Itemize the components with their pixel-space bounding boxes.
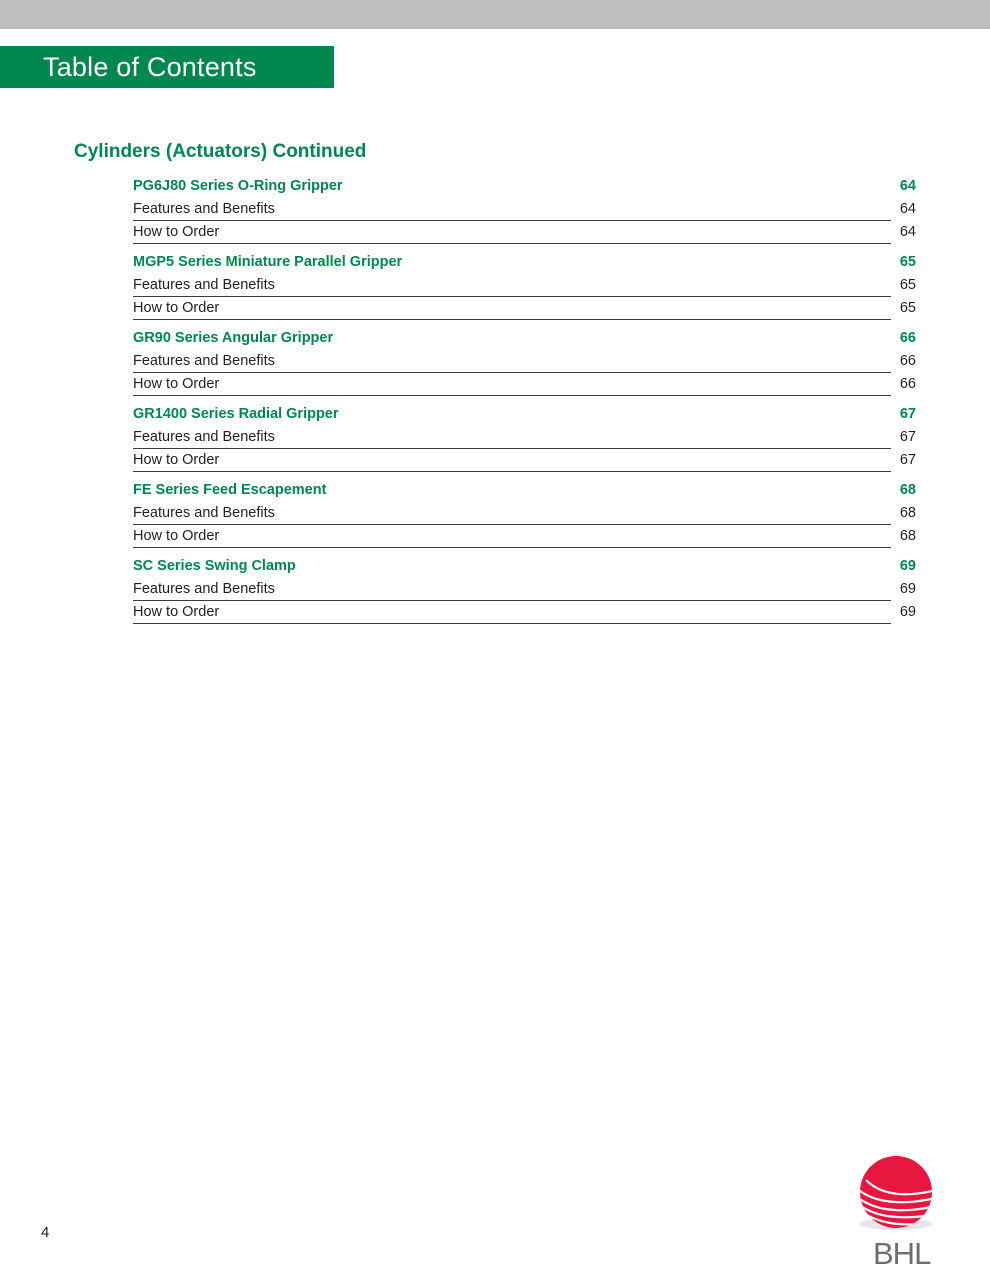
toc-subitem-row[interactable] <box>133 525 916 548</box>
toc-subitem-label[interactable]: Features and Benefits <box>133 353 275 369</box>
toc-subitem-page[interactable]: 69 <box>899 581 916 597</box>
toc-entry-page[interactable]: 67 <box>899 406 916 422</box>
toc-entry-title[interactable]: GR1400 Series Radial Gripper <box>133 406 339 422</box>
toc-subitem-label[interactable]: Features and Benefits <box>133 505 275 521</box>
toc-subitem-label[interactable]: How to Order <box>133 452 220 468</box>
toc-entry-title[interactable]: SC Series Swing Clamp <box>133 558 296 574</box>
toc-subitem-page[interactable]: 65 <box>899 277 916 293</box>
toc-entry-page[interactable]: 64 <box>899 178 916 194</box>
toc-subitem-page[interactable]: 67 <box>899 429 916 445</box>
toc-subitem-label[interactable]: Features and Benefits <box>133 201 275 217</box>
top-bar <box>0 0 990 29</box>
toc-entry-title[interactable]: FE Series Feed Escapement <box>133 482 327 498</box>
toc-entry-page[interactable]: 66 <box>899 330 916 346</box>
toc-subitem-row[interactable] <box>133 350 916 373</box>
toc-entry <box>133 175 916 244</box>
toc-entry-title-row[interactable] <box>133 327 916 350</box>
toc-subitem-label[interactable]: How to Order <box>133 300 220 316</box>
toc-entry-title[interactable]: PG6J80 Series O-Ring Gripper <box>133 178 343 194</box>
toc-subitem-page[interactable]: 68 <box>899 528 916 544</box>
toc-subitem-page[interactable]: 65 <box>899 300 916 316</box>
toc-entry-title-row[interactable] <box>133 251 916 274</box>
toc-entry-page[interactable]: 68 <box>899 482 916 498</box>
toc-subitem-page[interactable]: 66 <box>899 376 916 392</box>
toc-subitem-page[interactable]: 69 <box>899 604 916 620</box>
logo-text: BHL <box>873 1236 931 1271</box>
toc-entry-page[interactable]: 69 <box>899 558 916 574</box>
toc-subitem-page[interactable]: 67 <box>899 452 916 468</box>
toc-subitem-label[interactable]: Features and Benefits <box>133 581 275 597</box>
toc-subitem-label[interactable]: How to Order <box>133 224 220 240</box>
toc-subitem-row[interactable] <box>133 502 916 525</box>
toc-subitem-label[interactable]: Features and Benefits <box>133 277 275 293</box>
toc-entry <box>133 251 916 320</box>
toc-entry-title-row[interactable] <box>133 175 916 198</box>
toc-subitem-page[interactable]: 68 <box>899 505 916 521</box>
toc-subitem-row[interactable] <box>133 373 916 396</box>
table-of-contents <box>133 175 916 631</box>
toc-entry <box>133 403 916 472</box>
toc-subitem-label[interactable]: How to Order <box>133 528 220 544</box>
toc-subitem-page[interactable]: 64 <box>899 201 916 217</box>
toc-entry-title-row[interactable] <box>133 403 916 426</box>
toc-subitem-row[interactable] <box>133 578 916 601</box>
toc-entry-title-row[interactable] <box>133 555 916 578</box>
toc-subitem-row[interactable] <box>133 601 916 624</box>
toc-subitem-row[interactable] <box>133 297 916 320</box>
toc-entry <box>133 479 916 548</box>
toc-entry <box>133 555 916 624</box>
toc-subitem-row[interactable] <box>133 198 916 221</box>
toc-subitem-row[interactable] <box>133 449 916 472</box>
toc-entry-title[interactable]: MGP5 Series Miniature Parallel Gripper <box>133 254 403 270</box>
toc-subitem-label[interactable]: How to Order <box>133 604 220 620</box>
page-number: 4 <box>41 1224 50 1241</box>
page-title: Table of Contents <box>0 46 334 88</box>
toc-subitem-label[interactable]: How to Order <box>133 376 220 392</box>
section-heading: Cylinders (Actuators) Continued <box>74 141 367 162</box>
toc-subitem-row[interactable] <box>133 221 916 244</box>
toc-entry-page[interactable]: 65 <box>899 254 916 270</box>
toc-subitem-label[interactable]: Features and Benefits <box>133 429 275 445</box>
toc-entry-title[interactable]: GR90 Series Angular Gripper <box>133 330 334 346</box>
toc-entry <box>133 327 916 396</box>
toc-entry-title-row[interactable] <box>133 479 916 502</box>
toc-subitem-row[interactable] <box>133 274 916 297</box>
toc-subitem-page[interactable]: 66 <box>899 353 916 369</box>
toc-subitem-row[interactable] <box>133 426 916 449</box>
toc-subitem-page[interactable]: 64 <box>899 224 916 240</box>
